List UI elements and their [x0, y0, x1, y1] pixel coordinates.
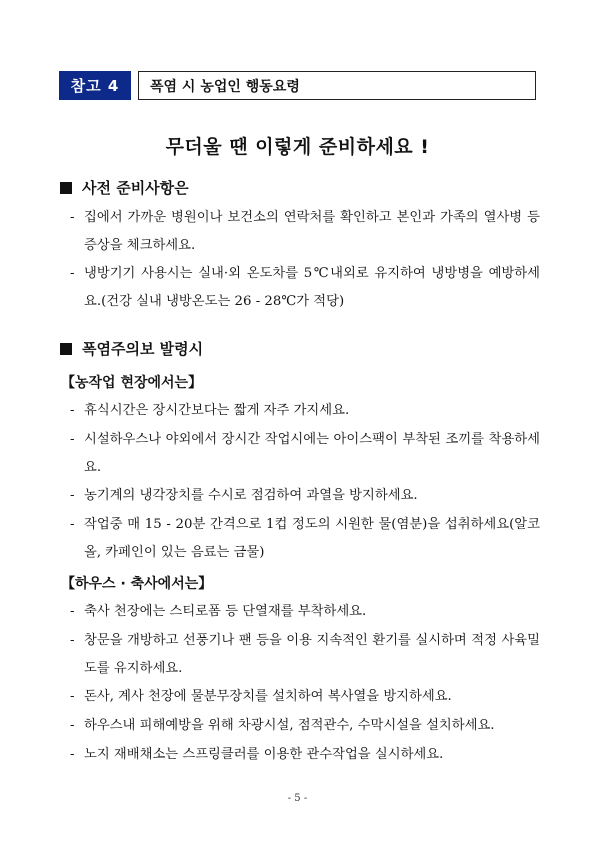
list-item [70, 204, 540, 260]
dash-bullet: - [70, 403, 75, 418]
section-heading-heatwave-advisory [60, 338, 203, 359]
dash-bullet: - [70, 633, 75, 648]
list-item-text: 하우스내 피해예방을 위해 차광시설, 점적관수, 수막시설을 설치하세요. [84, 718, 495, 733]
section-heading-text: 폭염주의보 발령시 [82, 340, 204, 358]
dash-bullet: - [70, 747, 75, 762]
list-item [70, 712, 540, 740]
list-item-text: 냉방기기 사용시는 실내·외 온도차를 5℃내외로 유지하여 냉방병을 예방하세요.(건강 실내 냉방온도는 26 - 28℃가 적당) [84, 266, 540, 309]
dash-bullet: - [70, 517, 75, 532]
list-item-text: 축사 천장에는 스티로폼 등 단열재를 부착하세요. [84, 604, 367, 619]
list-item-text: 휴식시간은 장시간보다는 짧게 자주 가지세요. [84, 403, 350, 418]
list-item-text: 농기계의 냉각장치를 수시로 점검하여 과열을 방지하세요. [84, 488, 418, 503]
dash-bullet: - [70, 488, 75, 503]
list-item [70, 598, 540, 626]
list-item [70, 397, 540, 425]
list-item [70, 627, 540, 683]
square-bullet-icon [60, 182, 72, 194]
square-bullet-icon [60, 343, 72, 355]
dash-bullet: - [70, 604, 75, 619]
dash-bullet: - [70, 210, 75, 225]
list-item-text: 창문을 개방하고 선풍기나 팬 등을 이용 지속적인 환기를 실시하며 적정 사육밀도를 유지하세요. [84, 633, 540, 676]
list-item [70, 426, 540, 482]
subsection-title-farm-work: 【농작업 현장에서는】 [61, 375, 203, 391]
list-item-text: 작업중 매 15 - 20분 간격으로 1컵 정도의 시원한 물(염분)을 섭취하세요(알코올, 카페인이 있는 음료는 금물) [84, 517, 540, 560]
list-item [70, 482, 540, 510]
list-item-text: 노지 재배채소는 스프링클러를 이용한 관수작업을 실시하세요. [84, 747, 444, 762]
section-heading-preparation [60, 177, 189, 198]
dash-bullet: - [70, 266, 75, 281]
list-item-text: 시설하우스나 야외에서 장시간 작업시에는 아이스팩이 부착된 조끼를 착용하세요. [84, 432, 540, 475]
page-title: 무더울 땐 이렇게 준비하세요 ! [165, 136, 430, 158]
list-item [70, 260, 540, 316]
page-number: - 5 - [287, 793, 308, 804]
reference-title: 폭염 시 농업인 행동요령 [138, 71, 536, 100]
list-item [70, 511, 540, 567]
dash-bullet: - [70, 689, 75, 704]
subsection-title-house-barn: 【하우스 · 축사에서는】 [61, 576, 213, 592]
section-heading-text: 사전 준비사항은 [82, 179, 189, 197]
reference-label: 참고 4 [59, 71, 131, 100]
list-item [70, 683, 540, 711]
list-item [70, 741, 540, 769]
dash-bullet: - [70, 432, 75, 447]
dash-bullet: - [70, 718, 75, 733]
list-item-text: 집에서 가까운 병원이나 보건소의 연락처를 확인하고 본인과 가족의 열사병 등 증상을 체크하세요. [84, 210, 540, 253]
list-item-text: 돈사, 계사 천장에 물분무장치를 설치하여 복사열을 방지하세요. [84, 689, 452, 704]
